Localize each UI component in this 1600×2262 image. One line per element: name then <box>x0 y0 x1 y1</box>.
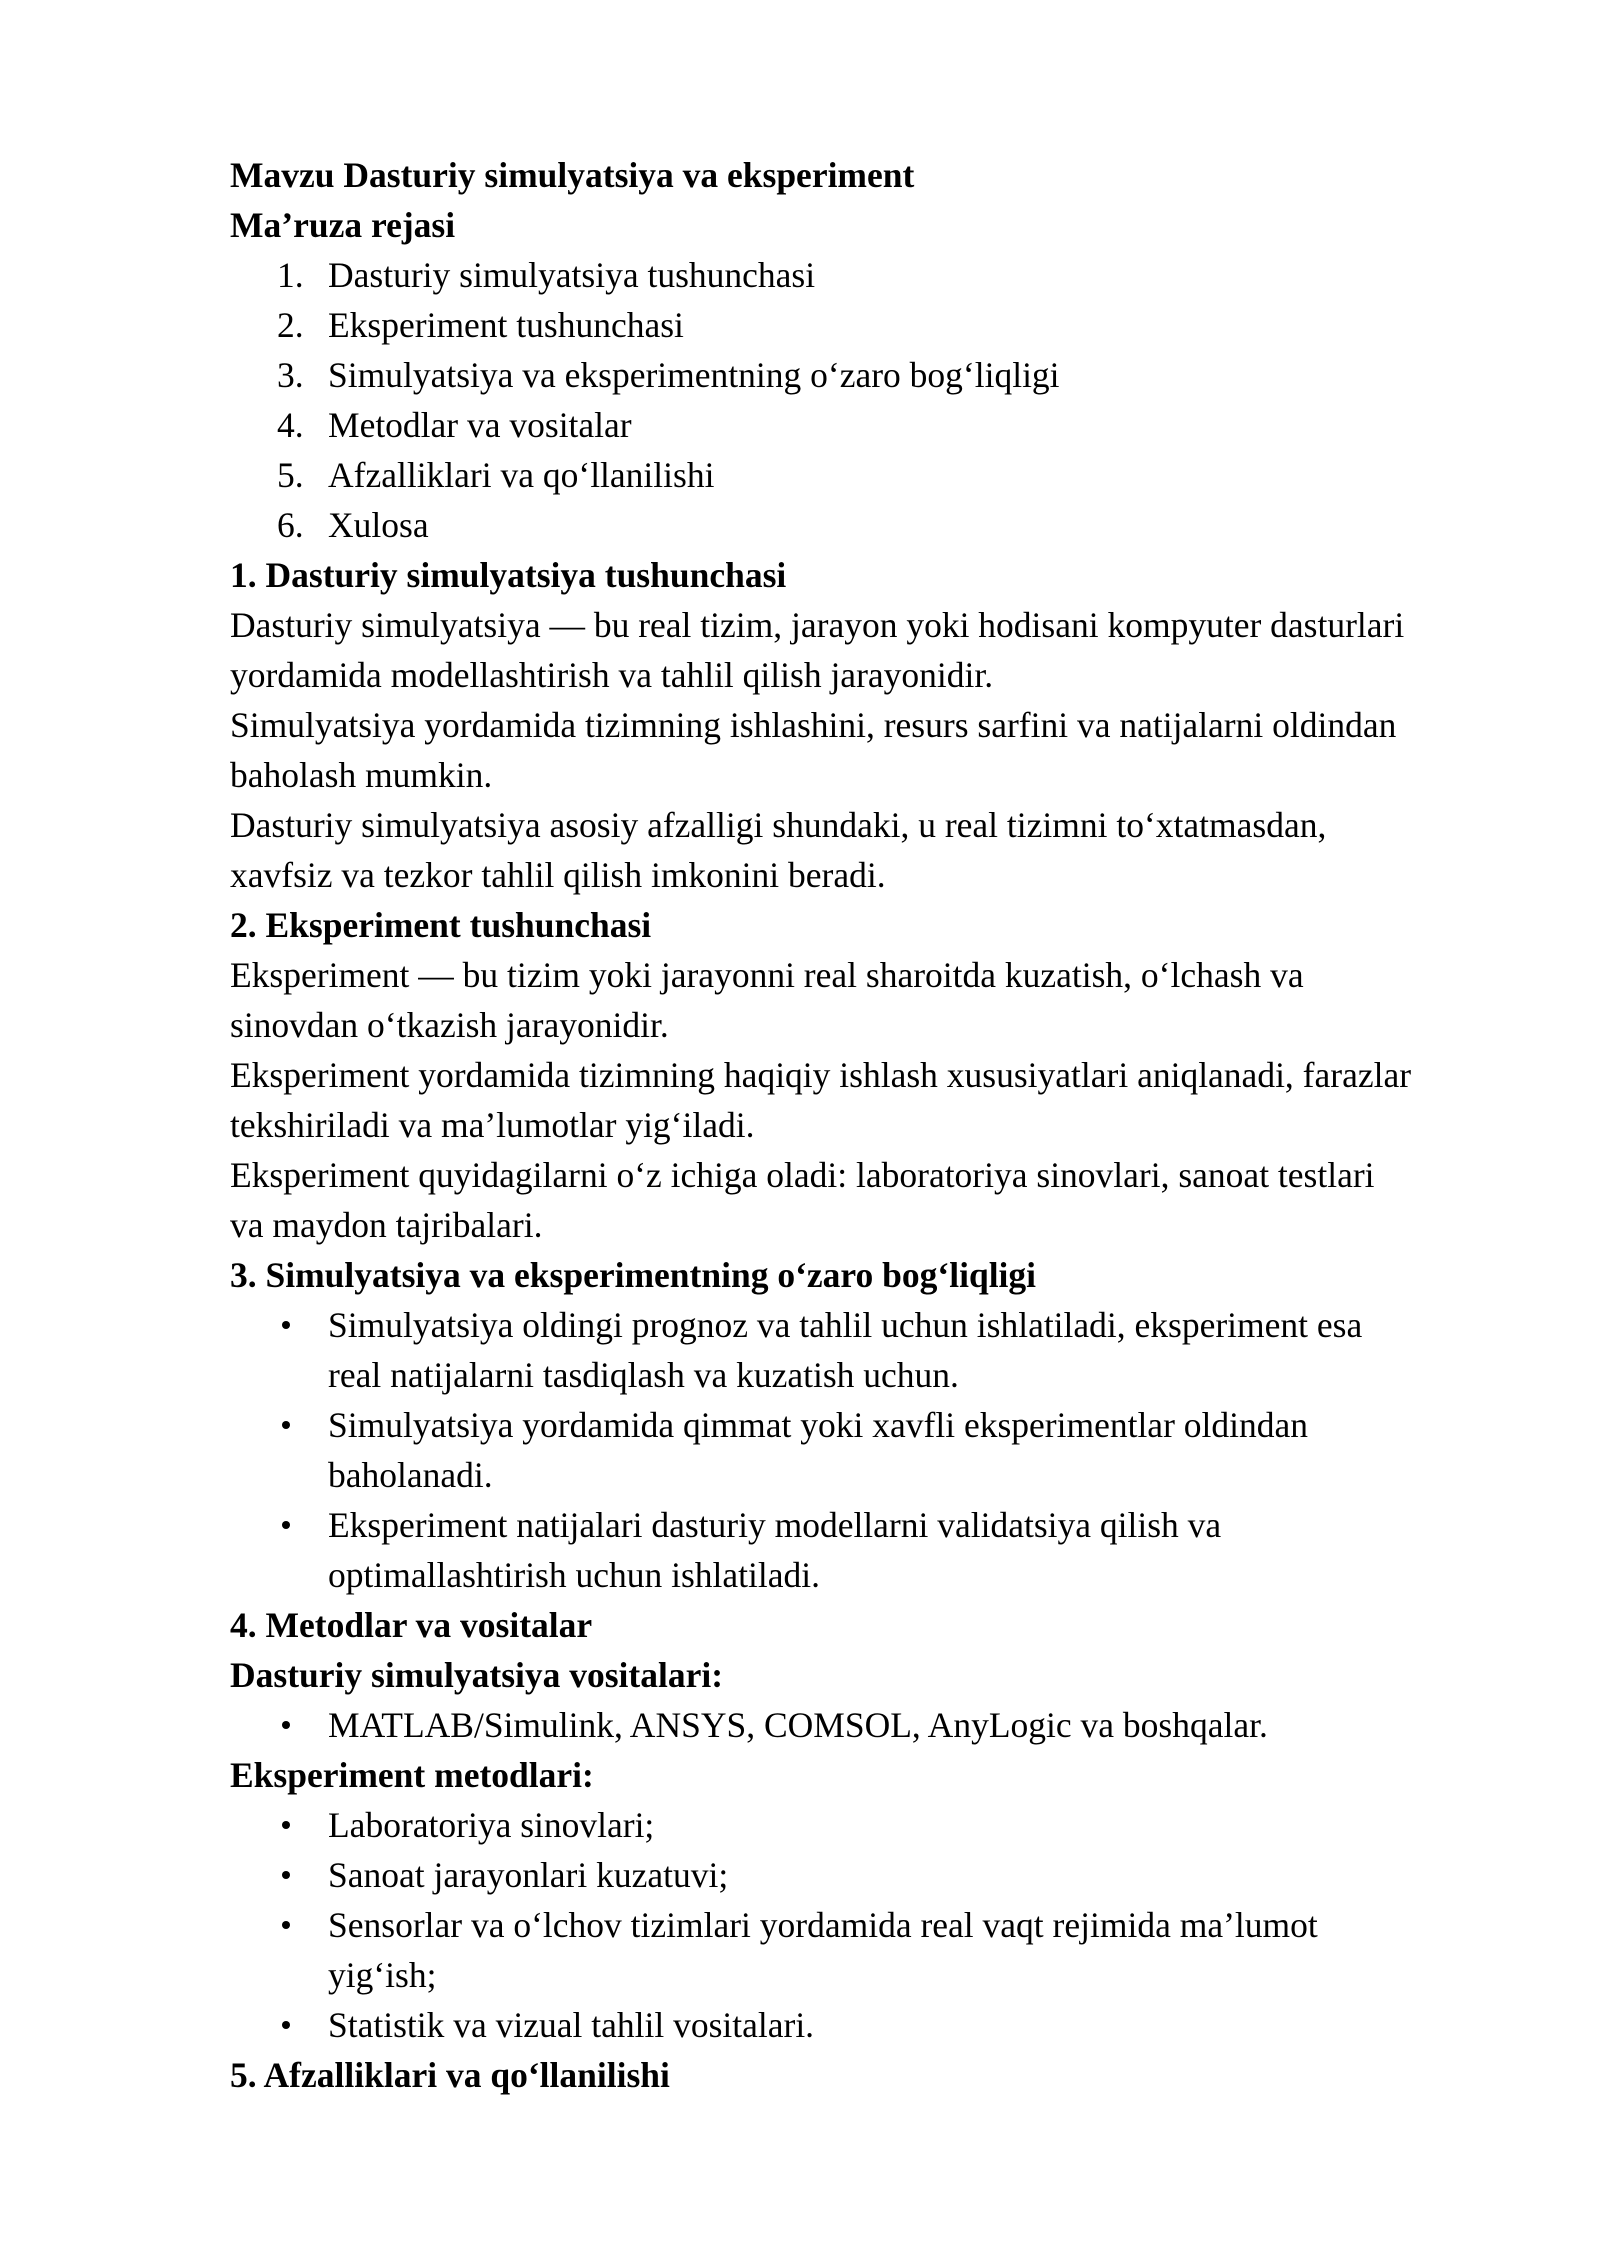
plan-item-text: Metodlar va vositalar <box>328 405 632 445</box>
plan-item-text: Dasturiy simulyatsiya tushunchasi <box>328 255 816 295</box>
bullet-dot-icon <box>282 1521 290 1529</box>
bullet-text-line: Eksperiment natijalari dasturiy modellarni validatsiya qilish va <box>328 1505 1222 1545</box>
bullet-item <box>230 1900 1530 2000</box>
bullet-text-line: Sanoat jarayonlari kuzatuvi; <box>328 1855 729 1895</box>
plan-item-number: 5. <box>277 455 304 495</box>
section-1-text-line: Simulyatsiya yordamida tizimning ishlashini, resurs sarfini va natijalarni oldindan <box>230 705 1397 745</box>
plan-item-number: 3. <box>277 355 304 395</box>
section-1-text-line: Dasturiy simulyatsiya asosiy afzalligi shundaki, u real tizimni to‘xtatmasdan, <box>230 805 1327 845</box>
bullet-item <box>230 1500 1530 1600</box>
plan-item <box>230 350 1530 400</box>
section-2-text-line: va maydon tajribalari. <box>230 1205 543 1245</box>
bullet-item <box>230 1700 1530 1750</box>
tools-subheading: Dasturiy simulyatsiya vositalari: <box>230 1655 724 1695</box>
section-4-heading: 4. Metodlar va vositalar <box>230 1605 593 1645</box>
bullet-dot-icon <box>282 1721 290 1729</box>
bullet-dot-icon <box>282 1921 290 1929</box>
plan-item-text: Eksperiment tushunchasi <box>328 305 684 345</box>
methods-subheading: Eksperiment metodlari: <box>230 1755 594 1795</box>
plan-list <box>230 250 1530 550</box>
bullet-item <box>230 1800 1530 1850</box>
plan-item-text: Simulyatsiya va eksperimentning o‘zaro bog‘liqligi <box>328 355 1060 395</box>
bullet-text-line: real natijalarni tasdiqlash va kuzatish uchun. <box>328 1355 959 1395</box>
section-2-text-line: sinovdan o‘tkazish jarayonidir. <box>230 1005 669 1045</box>
section-1-heading: 1. Dasturiy simulyatsiya tushunchasi <box>230 555 787 595</box>
plan-item-text: Xulosa <box>328 505 429 545</box>
bullet-text-line: Statistik va vizual tahlil vositalari. <box>328 2005 815 2045</box>
section-3-heading: 3. Simulyatsiya va eksperimentning o‘zaro bog‘liqligi <box>230 1255 1037 1295</box>
section-2-heading: 2. Eksperiment tushunchasi <box>230 905 652 945</box>
bullet-item <box>230 2000 1530 2050</box>
bullet-item <box>230 1300 1530 1400</box>
plan-heading: Ma’ruza rejasi <box>230 205 456 245</box>
bullet-text-line: Simulyatsiya oldingi prognoz va tahlil uchun ishlatiladi, eksperiment esa <box>328 1305 1363 1345</box>
bullet-dot-icon <box>282 1321 290 1329</box>
section-2-text-line: Eksperiment — bu tizim yoki jarayonni real sharoitda kuzatish, o‘lchash va <box>230 955 1304 995</box>
plan-item <box>230 300 1530 350</box>
plan-item-number: 6. <box>277 505 304 545</box>
bullet-text-line: baholanadi. <box>328 1455 493 1495</box>
section-2-text-line: tekshiriladi va ma’lumotlar yig‘iladi. <box>230 1105 755 1145</box>
plan-item-text: Afzalliklari va qo‘llanilishi <box>328 455 715 495</box>
plan-item <box>230 450 1530 500</box>
plan-item-number: 4. <box>277 405 304 445</box>
plan-item <box>230 400 1530 450</box>
bullet-item <box>230 1850 1530 1900</box>
bullet-text-line: optimallashtirish uchun ishlatiladi. <box>328 1555 821 1595</box>
plan-item <box>230 500 1530 550</box>
section-2-text-line: Eksperiment quyidagilarni o‘z ichiga oladi: laboratoriya sinovlari, sanoat testlari <box>230 1155 1375 1195</box>
bullet-text-line: yig‘ish; <box>328 1955 437 1995</box>
section-1-text-line: yordamida modellashtirish va tahlil qilish jarayonidir. <box>230 655 994 695</box>
bullet-item <box>230 1400 1530 1500</box>
section-1-text-line: xavfsiz va tezkor tahlil qilish imkonini beradi. <box>230 855 886 895</box>
bullet-text-line: Laboratoriya sinovlari; <box>328 1805 655 1845</box>
bullet-dot-icon <box>282 2021 290 2029</box>
bullet-text-line: MATLAB/Simulink, ANSYS, COMSOL, AnyLogic va boshqalar. <box>328 1705 1268 1745</box>
bullet-text-line: Sensorlar va o‘lchov tizimlari yordamida real vaqt rejimida ma’lumot <box>328 1905 1318 1945</box>
plan-item-number: 1. <box>277 255 304 295</box>
plan-item <box>230 250 1530 300</box>
section-5-heading: 5. Afzalliklari va qo‘llanilishi <box>230 2055 670 2095</box>
section-1-text-line: baholash mumkin. <box>230 755 493 795</box>
section-1-text-line: Dasturiy simulyatsiya — bu real tizim, jarayon yoki hodisani kompyuter dasturlari <box>230 605 1405 645</box>
bullet-dot-icon <box>282 1821 290 1829</box>
bullet-text-line: Simulyatsiya yordamida qimmat yoki xavfli eksperimentlar oldindan <box>328 1405 1308 1445</box>
bullet-dot-icon <box>282 1871 290 1879</box>
plan-item-number: 2. <box>277 305 304 345</box>
section-2-text-line: Eksperiment yordamida tizimning haqiqiy ishlash xususiyatlari aniqlanadi, farazlar <box>230 1055 1412 1095</box>
bullet-dot-icon <box>282 1421 290 1429</box>
document-title: Mavzu Dasturiy simulyatsiya va eksperiment <box>230 155 915 195</box>
document-page <box>230 150 1530 2100</box>
